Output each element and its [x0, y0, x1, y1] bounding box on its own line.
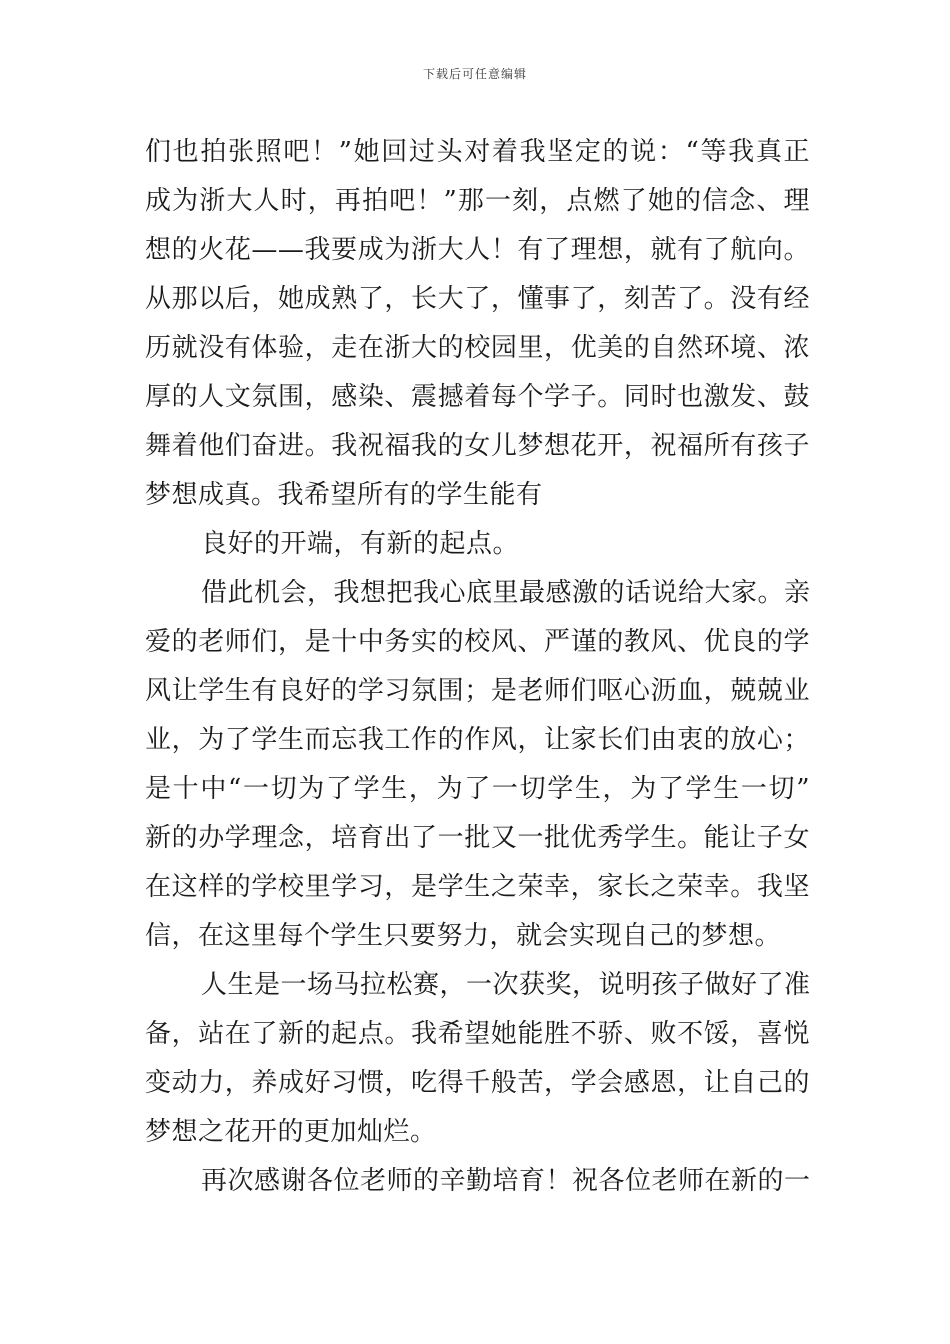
text-line: 们也拍张照吧！”她回过头对着我坚定的说：“等我真正 — [145, 137, 810, 167]
text-line: 风让学生有良好的学习氛围；是老师们呕心沥血，兢兢业 — [145, 676, 810, 706]
text-line: 成为浙大人时，再拍吧！”那一刻，点燃了她的信念、理 — [145, 186, 810, 216]
paragraph-start-line: 人生是一场马拉松赛，一次获奖，说明孩子做好了准 — [201, 970, 811, 1000]
text-line: 在这样的学校里学习，是学生之荣幸，家长之荣幸。我坚 — [145, 872, 810, 902]
paragraph-start-line: 良好的开端，有新的起点。 — [201, 529, 520, 559]
text-line: 备，站在了新的起点。我希望她能胜不骄、败不馁，喜悦 — [145, 1019, 810, 1049]
text-line: 想的火花——我要成为浙大人！有了理想，就有了航向。 — [145, 235, 810, 265]
paragraph-start-line: 借此机会，我想把我心底里最感激的话说给大家。亲 — [201, 578, 811, 608]
text-line: 历就没有体验，走在浙大的校园里，优美的自然环境、浓 — [145, 333, 810, 363]
text-line: 是十中“一切为了学生，为了一切学生，为了学生一切” — [145, 774, 810, 804]
text-line: 舞着他们奋进。我祝福我的女儿梦想花开，祝福所有孩子 — [145, 431, 810, 461]
text-line: 变动力，养成好习惯，吃得千般苦，学会感恩，让自己的 — [145, 1068, 810, 1098]
text-line: 梦想成真。我希望所有的学生能有 — [145, 480, 543, 510]
text-line: 从那以后，她成熟了，长大了，懂事了，刻苦了。没有经 — [145, 284, 810, 314]
text-line: 厚的人文氛围，感染、震撼着每个学子。同时也激发、鼓 — [145, 382, 810, 412]
text-line: 业，为了学生而忘我工作的作风，让家长们由衷的放心； — [145, 725, 810, 755]
text-line: 梦想之花开的更加灿烂。 — [145, 1117, 437, 1147]
header-note: 下载后可任意编辑 — [422, 67, 527, 81]
text-line: 信，在这里每个学生只要努力，就会实现自己的梦想。 — [145, 921, 782, 951]
text-line: 爱的老师们，是十中务实的校风、严谨的教风、优良的学 — [145, 627, 810, 657]
paragraph-start-line: 再次感谢各位老师的辛勤培育！祝各位老师在新的一 — [201, 1166, 811, 1196]
document-body — [145, 128, 810, 1206]
text-line: 新的办学理念，培育出了一批又一批优秀学生。能让子女 — [145, 823, 810, 853]
